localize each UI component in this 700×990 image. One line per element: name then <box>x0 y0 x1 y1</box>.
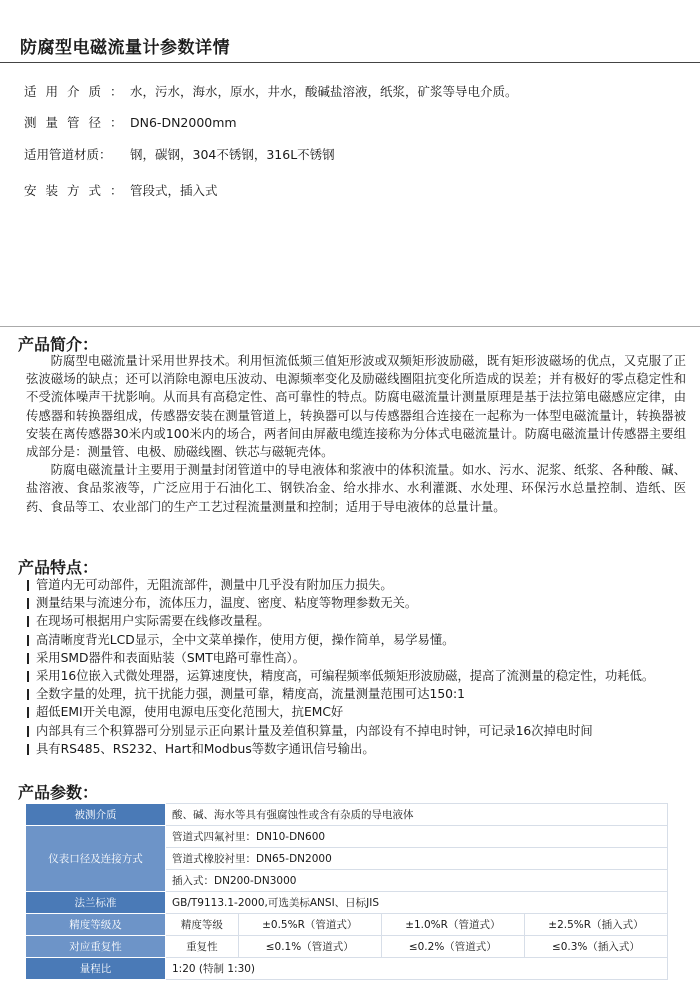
table-header-cell: 被测介质 <box>26 804 166 826</box>
intro-paragraph: 防腐型电磁流量计采用世界技术。利用恒流低频三值矩形波或双频矩形波励磁，既有矩形波磁场的优点，又克服了正弦波磁场的缺点；还可以消除电源电压波动、电源频率变化及励磁线圈阻抗变化所造成的误差；并有极好的零点稳定性和不受流体噪声干扰影响。从而具有高稳定性、高可靠性的特点。防腐电磁流量计测量原理是基于法拉第电磁感应定律，由传感器和转换器组成，传感器安装在测量管道上，转换器可以与传感器组合连接在一起称为一体型电磁流量计，转换器被安装在离传感器30米内或100米内的场合，两者间由屏蔽电缆连接称为分体式电磁流量计。防腐电磁流量计传感器主要组成部分是：测量管、电极、励磁线圈、铁芯与磁轭壳体。 <box>26 354 686 460</box>
intro-body <box>26 352 686 516</box>
title-divider <box>0 62 700 63</box>
table-row <box>26 958 668 980</box>
spec-row-diameter <box>24 113 237 131</box>
table-cell: ≤0.1%（管道式） <box>238 936 381 958</box>
table-row <box>26 804 668 826</box>
intro-paragraph: 防腐电磁流量计主要用于测量封闭管道中的导电液体和浆液中的体积流量。如水、污水、泥浆、纸浆、各种酸、碱、盐溶液、食品浆液等，广泛应用于石油化工、钢铁冶金、给水排水、水利灌溉、水处理、环保污水总量控制、造纸、医药、食品等工、农业部门的生产工艺过程流量测量和控制；适用于导电液体的总量计量。 <box>26 463 686 514</box>
params-heading: 产品参数： <box>18 783 99 802</box>
page-title: 防腐型电磁流量计参数详情 <box>20 38 230 58</box>
table-row <box>26 914 668 936</box>
table-cell: GB/T9113.1-2000,可选美标ANSI、日标JIS <box>166 892 668 914</box>
spec-label: 安装方式： <box>24 183 132 198</box>
table-cell: ≤0.3%（插入式） <box>524 936 667 958</box>
spec-value: 管段式，插入式 <box>130 183 218 198</box>
spec-value: 钢，碳钢，304不锈钢，316L不锈钢 <box>130 147 335 162</box>
table-header-cell: 量程比 <box>26 958 166 980</box>
spec-row-material <box>24 145 335 163</box>
table-cell: 管道式四氟衬里：DN10-DN600 <box>166 826 668 848</box>
intro-heading: 产品简介： <box>18 335 99 354</box>
spec-row-install <box>24 181 218 199</box>
list-item: 管道内无可动部件，无阻流部件，测量中几乎没有附加压力损失。 <box>26 576 686 594</box>
spec-label: 测量管径： <box>24 115 132 130</box>
table-header-cell: 仪表口径及连接方式 <box>26 826 166 892</box>
table-cell: ±2.5%R（插入式） <box>524 914 667 936</box>
table-header-cell: 精度等级及 <box>26 914 166 936</box>
list-item: 高清晰度背光LCD显示，全中文菜单操作，使用方便，操作简单，易学易懂。 <box>26 631 686 649</box>
spec-label: 适用介质： <box>24 84 132 99</box>
table-cell: 酸、碱、海水等具有强腐蚀性或含有杂质的导电液体 <box>166 804 668 826</box>
table-cell: ≤0.2%（管道式） <box>381 936 524 958</box>
features-heading: 产品特点： <box>18 558 99 577</box>
table-cell: ±0.5%R（管道式） <box>238 914 381 936</box>
list-item: 超低EMI开关电源，使用电源电压变化范围大，抗EMC好 <box>26 703 686 721</box>
list-item: 全数字量的处理，抗干扰能力强，测量可靠，精度高，流量测量范围可达150:1 <box>26 685 686 703</box>
list-item: 采用16位嵌入式微处理器，运算速度快，精度高，可编程频率低频矩形波励磁，提高了流测量的稳定性，功耗低。 <box>26 667 686 685</box>
params-table <box>25 803 668 980</box>
spec-value: DN6-DN2000mm <box>130 115 237 130</box>
table-row <box>26 826 668 848</box>
table-row <box>26 936 668 958</box>
table-cell: 管道式橡胶衬里：DN65-DN2000 <box>166 848 668 870</box>
table-cell: ±1.0%R（管道式） <box>381 914 524 936</box>
table-cell: 1:20 (特制 1:30) <box>166 958 668 980</box>
table-cell: 插入式：DN200-DN3000 <box>166 870 668 892</box>
spec-row-medium <box>24 82 518 100</box>
table-cell: 精度等级 <box>166 914 239 936</box>
table-cell: 重复性 <box>166 936 239 958</box>
section-divider <box>0 326 700 327</box>
table-header-cell: 对应重复性 <box>26 936 166 958</box>
list-item: 内部具有三个积算器可分别显示正向累计量及差值积算量，内部设有不掉电时钟，可记录16次掉电时间 <box>26 722 686 740</box>
features-list <box>26 576 686 758</box>
table-row <box>26 892 668 914</box>
list-item: 采用SMD器件和表面贴装（SMT电路可靠性高）。 <box>26 649 686 667</box>
table-header-cell: 法兰标准 <box>26 892 166 914</box>
spec-value: 水，污水，海水，原水，井水，酸碱盐溶液，纸浆，矿浆等导电介质。 <box>130 84 518 99</box>
list-item: 具有RS485、RS232、Hart和Modbus等数字通讯信号输出。 <box>26 740 686 758</box>
list-item: 在现场可根据用户实际需要在线修改量程。 <box>26 612 686 630</box>
list-item: 测量结果与流速分布，流体压力，温度、密度、粘度等物理参数无关。 <box>26 594 686 612</box>
spec-label: 适用管道材质： <box>24 147 112 162</box>
